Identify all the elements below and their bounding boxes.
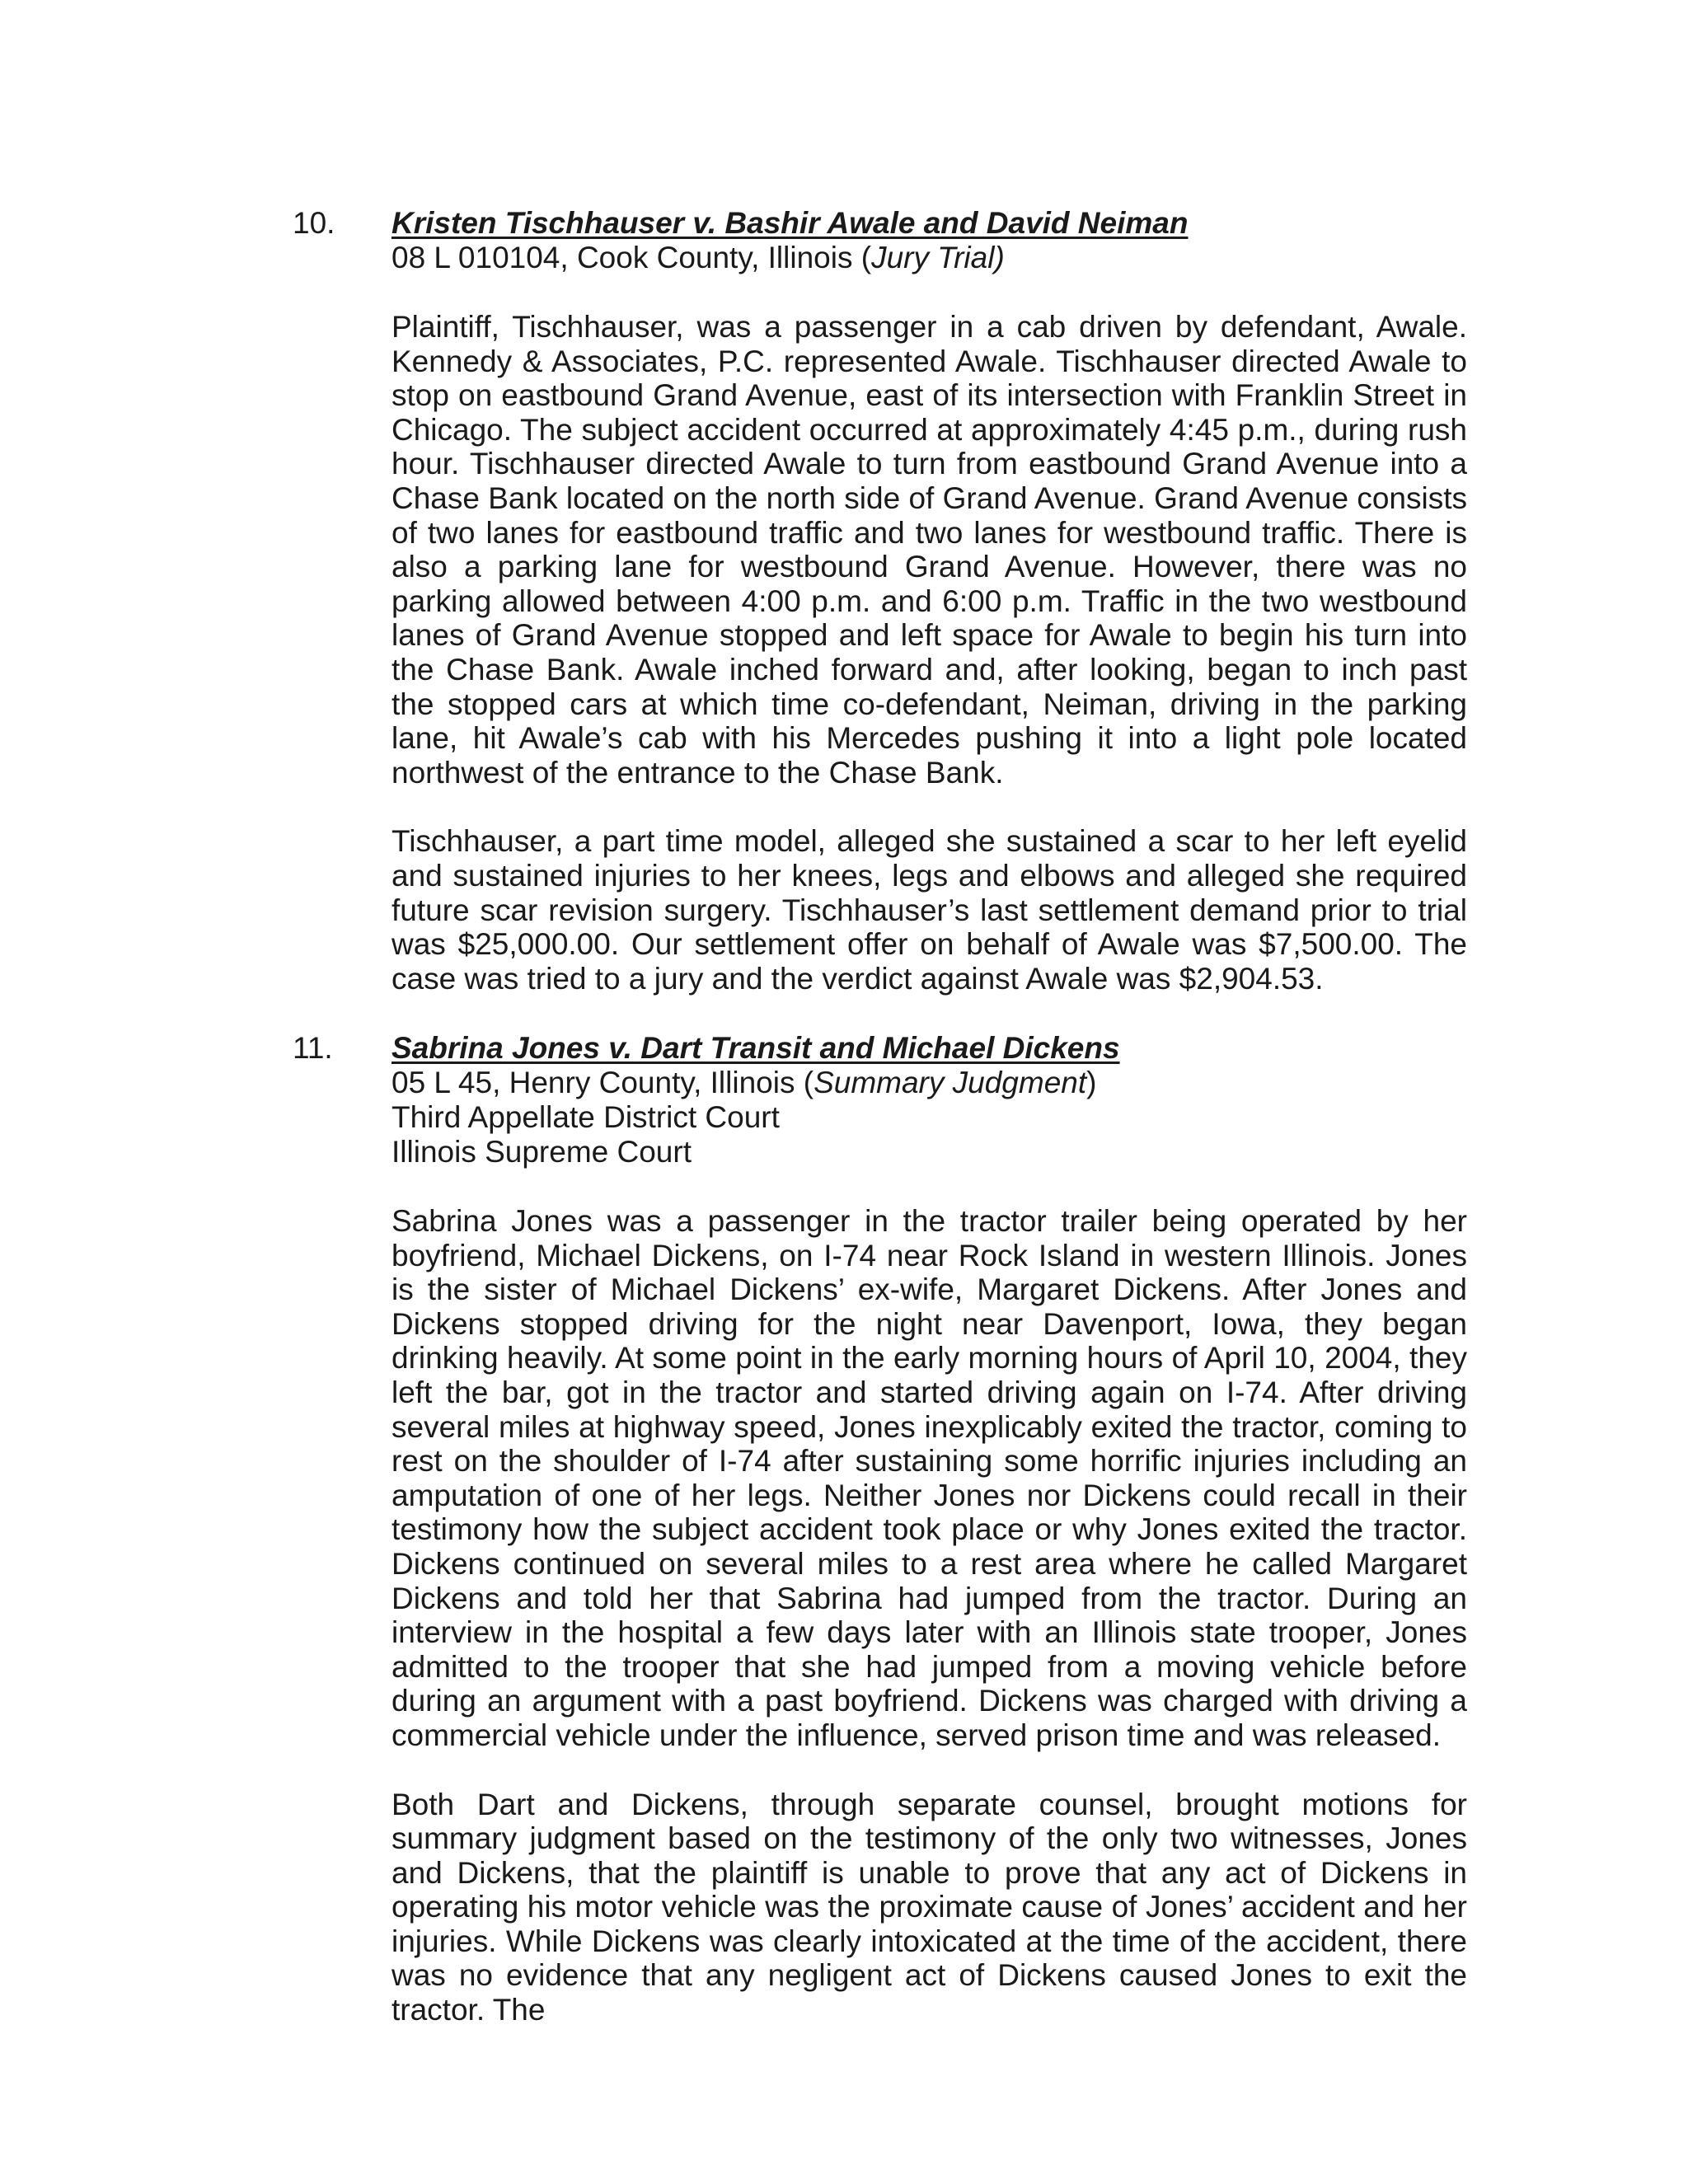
case-title: Sabrina Jones v. Dart Transit and Michael Dickens [392,1031,1120,1065]
case-paragraph: Plaintiff, Tischhauser, was a passenger in a cab driven by defendant, Awale. Kennedy & Associates, P.C. represented Awale. Tischhauser directed Awale to stop on eastbound Grand Avenue, east of its intersection with Franklin Street in Chicago. The subject accident occurred at approximately 4:45 p.m., during rush hour. Tischhauser directed Awale to turn from eastbound Grand Avenue into a Chase Bank located on the north side of Grand Avenue. Grand Avenue consists of two lanes for eastbound traffic and two lanes for westbound traffic. There is also a parking lane for westbound Grand Avenue. However, there was no parking allowed between 4:00 p.m. and 6:00 p.m. Traffic in the two westbound lanes of Grand Avenue stopped and left space for Awale to begin his turn into the Chase Bank. Awale inched forward and, after looking, began to inch past the stopped cars at which time co-defendant, Neiman, driving in the parking lane, hit Awale’s cab with his Mercedes pushing it into a light pole located northwest of the entrance to the Chase Bank. [392,310,1467,790]
court-line: Third Appellate District Court [392,1100,780,1134]
case-docket: 08 L 010104, Cook County, Illinois (Jury Trial) [392,241,1005,274]
case-docket: 05 L 45, Henry County, Illinois (Summary Judgment) [392,1066,1097,1099]
case-paragraph: Sabrina Jones was a passenger in the tractor trailer being operated by her boyfriend, Michael Dickens, on I-74 near Rock Island in western Illinois. Jones is the sister of Michael Dickens’ ex-wife, Margaret Dickens. After Jones and Dickens stopped driving for the night near Davenport, Iowa, they began drinking heavily. At some point in the early morning hours of April 10, 2004, they left the bar, got in the tractor and started driving again on I-74. After driving several miles at highway speed, Jones inexplicably exited the tractor, coming to rest on the shoulder of I-74 after sustaining some horrific injuries including an amputation of one of her legs. Neither Jones nor Dickens could recall in their testimony how the subject accident took place or why Jones exited the tractor. Dickens continued on several miles to a rest area where he called Margaret Dickens and told her that Sabrina had jumped from the tractor. During an interview in the hospital a few days later with an Illinois state trooper, Jones admitted to the trooper that she had jumped from a moving vehicle before during an argument with a past boyfriend. Dickens was charged with driving a commercial vehicle under the influence, served prison time and was released. [392,1204,1467,1752]
case-paragraph: Both Dart and Dickens, through separate counsel, brought motions for summary judgment based on the testimony of the only two witnesses, Jones and Dickens, that the plaintiff is unable to prove that any act of Dickens in operating his motor vehicle was the proximate cause of Jones’ accident and her injuries. While Dickens was clearly intoxicated at the time of the accident, there was no evidence that any negligent act of Dickens caused Jones to exit the tractor. The [392,1787,1467,2027]
case-paragraph: Tischhauser, a part time model, alleged she sustained a scar to her left eyelid and sustained injuries to her knees, legs and elbows and alleged she required future scar revision surgery. Tischhauser’s last settlement demand prior to trial was $25,000.00. Our settlement offer on behalf of Awale was $7,500.00. The case was tried to a jury and the verdict against Awale was $2,904.53. [392,824,1467,996]
court-line: Illinois Supreme Court [392,1135,692,1169]
case-number: 11. [293,1031,333,1065]
case-body [392,1031,1467,2027]
case-title: Kristen Tischhauser v. Bashir Awale and David Neiman [392,206,1189,240]
case-body [392,206,1467,996]
case-number: 10. [293,206,335,240]
